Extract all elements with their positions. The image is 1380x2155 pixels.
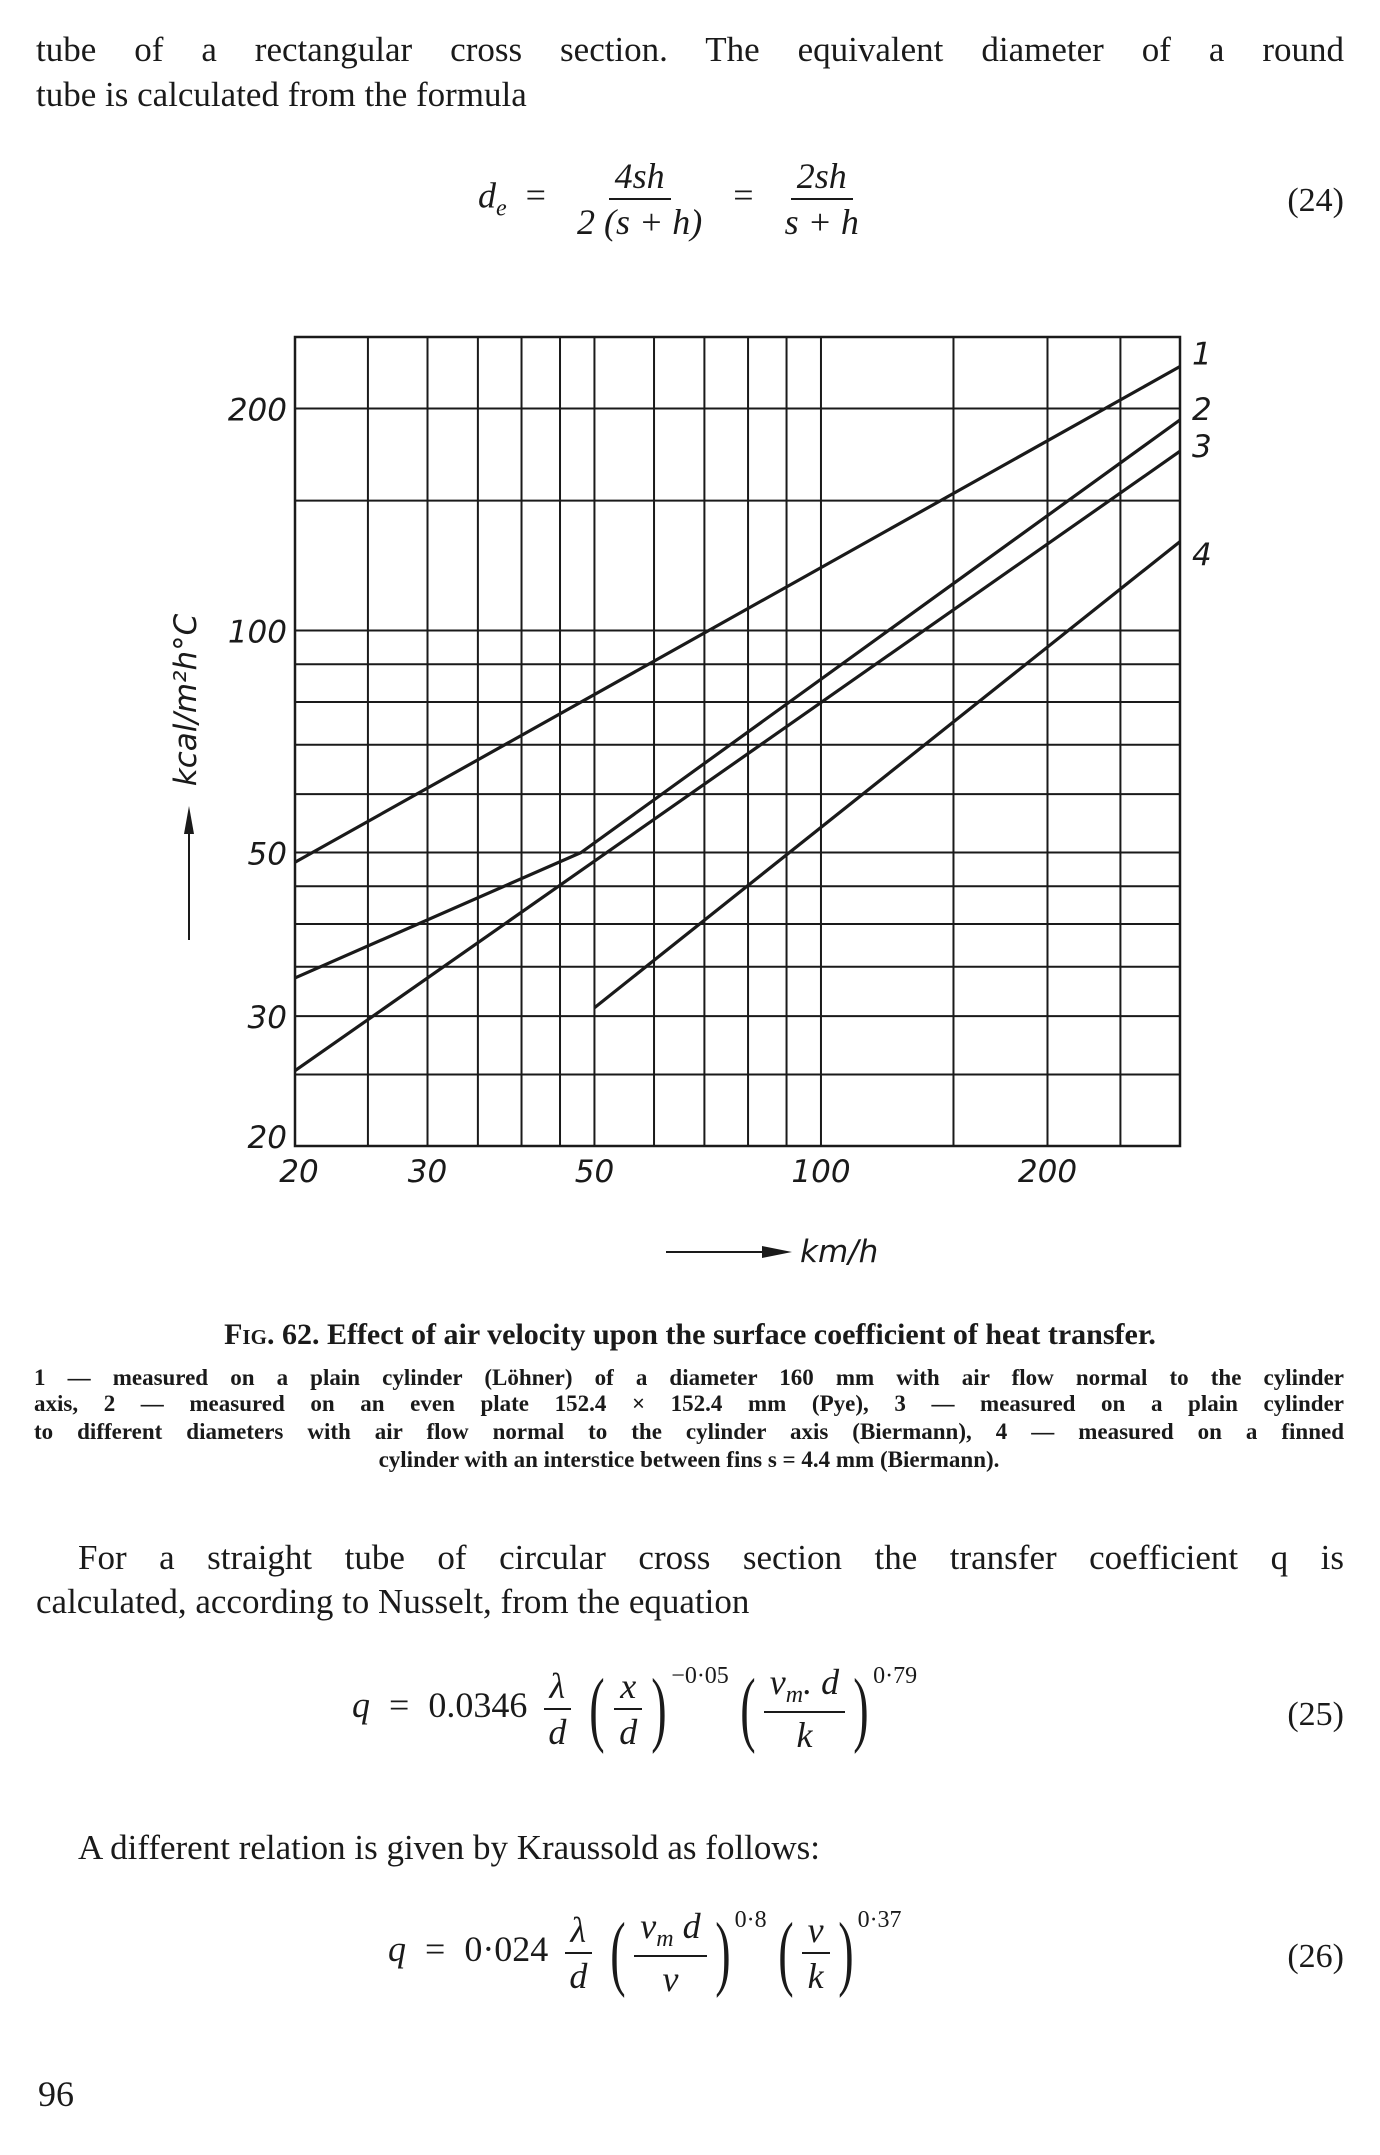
- eq25-v-subscript: m: [785, 1682, 804, 1709]
- equation-number-24: (24): [1287, 182, 1344, 219]
- eq25-frac1-numerator: λ: [544, 1668, 572, 1710]
- y-axis-arrowhead: [184, 806, 194, 834]
- equation-25: [352, 1661, 918, 1756]
- eq25-fraction-x-d: [613, 1665, 643, 1752]
- eq25-fraction-vmd-k: [764, 1662, 845, 1756]
- eq25-frac2-numerator: x: [614, 1668, 642, 1710]
- eq25-exponent-2: 0·79: [873, 1663, 918, 1689]
- eq26-fraction-vmd-nu: [634, 1906, 706, 2000]
- eq26-v: v: [640, 1906, 657, 1947]
- eq25-frac3-numerator: [764, 1664, 845, 1713]
- eq25-close-paren: ): [651, 1661, 667, 1755]
- body-text-line: For a straight tube of circular cross section the transfer coefficient q is: [78, 1538, 1344, 1577]
- series-line-4: [594, 542, 1180, 1008]
- eq25-equals: =: [389, 1685, 410, 1725]
- eq26-frac2-numerator: [634, 1908, 706, 1957]
- eq24-lhs-subscript: e: [496, 195, 507, 222]
- eq26-close-paren: ): [714, 1905, 731, 1999]
- page-number: 96: [38, 2074, 74, 2114]
- equation-26: [388, 1905, 902, 2000]
- figure-caption-title: [0, 1318, 1380, 1352]
- eq25-fraction-lambda-d: [542, 1665, 572, 1752]
- caption-legend-line: axis, 2 — measured on an even plate 152.4 × 152.4 mm (Pye), 3 — measured on a plain cylinder: [34, 1391, 1344, 1416]
- eq26-frac1-denominator: d: [569, 1955, 588, 1996]
- series-label-3: 3: [1192, 429, 1212, 466]
- x-axis-label: km/h: [800, 1234, 879, 1270]
- eq25-open-paren: (: [589, 1661, 606, 1755]
- eq25-frac1-denominator: d: [548, 1711, 567, 1752]
- caption-legend-line: to different diameters with air flow normal to the cylinder axis (Biermann), 4 — measured on a finned: [34, 1419, 1344, 1444]
- series-labels: [1192, 337, 1212, 574]
- eq25-close-paren-2: ): [853, 1661, 869, 1755]
- eq25-dot-d: . d: [803, 1662, 840, 1703]
- eq26-exponent-1: 0·8: [734, 1907, 767, 1933]
- eq26-open-paren-2: (: [777, 1905, 794, 1999]
- x-tick-label: 50: [574, 1154, 615, 1190]
- series-label-4: 4: [1192, 537, 1212, 574]
- eq25-exponent-1: −0·05: [671, 1663, 729, 1689]
- eq25-coefficient: 0.0346: [428, 1685, 528, 1725]
- x-tick-label: 100: [791, 1154, 851, 1190]
- caption-legend-line: cylinder with an interstice between fins s = 4.4 mm (Biermann).: [378, 1447, 1000, 1472]
- eq26-d: d: [673, 1906, 701, 1947]
- eq26-equals: =: [425, 1929, 446, 1969]
- eq26-v-subscript: m: [656, 1926, 674, 1953]
- caption-fig-prefix: Fig: [224, 1318, 267, 1351]
- equation-number-26: (26): [1287, 1938, 1344, 1975]
- equation-number-25: (25): [1287, 1696, 1344, 1733]
- eq24-frac1-denominator: 2 (s + h): [576, 202, 703, 242]
- y-axis-label: kcal/m²h°C: [168, 613, 204, 787]
- y-tick-label: 20: [247, 1120, 287, 1156]
- y-tick-label: 100: [227, 614, 287, 651]
- caption-legend-line: 1 — measured on a plain cylinder (Löhner) of a diameter 160 mm with air flow normal to the cylinder: [34, 1365, 1344, 1390]
- eq24-equals: =: [525, 175, 546, 216]
- series-label-2: 2: [1192, 391, 1212, 428]
- y-tick-label: 200: [227, 392, 287, 429]
- eq26-coefficient: 0·024: [464, 1929, 549, 1969]
- series-label-1: 1: [1192, 336, 1212, 373]
- eq25-open-paren-2: (: [740, 1661, 756, 1755]
- body-text-line: tube of a rectangular cross section. The equivalent diameter of a round: [36, 30, 1344, 69]
- eq26-frac3-numerator: ν: [802, 1912, 830, 1954]
- eq24-frac2-denominator: s + h: [784, 202, 859, 242]
- eq26-open-paren: (: [610, 1905, 627, 1999]
- eq26-close-paren-2: ): [837, 1905, 854, 1999]
- x-tick-labels: [279, 1154, 1077, 1190]
- eq25-v: v: [769, 1662, 786, 1703]
- body-text-line: tube is calculated from the formula: [36, 75, 527, 114]
- eq24-equals-2: =: [733, 175, 754, 216]
- eq26-frac3-denominator: k: [807, 1955, 824, 1996]
- caption-title-text: . 62. Effect of air velocity upon the surface coefficient of heat transfer.: [266, 1318, 1156, 1351]
- x-tick-label: 20: [279, 1154, 319, 1190]
- eq25-frac3-denominator: k: [796, 1715, 813, 1756]
- eq26-lhs: q: [388, 1929, 406, 1969]
- body-text-line: A different relation is given by Kraussold as follows:: [78, 1828, 821, 1867]
- eq24-lhs: d: [478, 175, 496, 216]
- eq26-frac1-numerator: λ: [565, 1912, 593, 1954]
- x-axis-arrowhead: [762, 1246, 792, 1258]
- y-tick-labels: [228, 392, 287, 1156]
- eq26-exponent-2: 0·37: [857, 1907, 902, 1933]
- eq26-fraction-lambda-d: [563, 1909, 593, 1996]
- body-text-line: calculated, according to Nusselt, from the equation: [36, 1582, 750, 1621]
- y-tick-label: 30: [247, 1000, 287, 1037]
- eq26-fraction-nu-k: [802, 1909, 830, 1996]
- eq25-lhs: q: [352, 1685, 370, 1725]
- eq26-frac2-denominator: ν: [662, 1959, 679, 2000]
- eq24-frac1-numerator: 4sh: [609, 158, 671, 200]
- y-tick-label: 50: [247, 836, 287, 873]
- x-tick-label: 30: [407, 1154, 448, 1190]
- x-tick-label: 200: [1017, 1154, 1078, 1190]
- eq25-frac2-denominator: d: [619, 1711, 638, 1752]
- eq24-frac2-numerator: 2sh: [791, 158, 853, 200]
